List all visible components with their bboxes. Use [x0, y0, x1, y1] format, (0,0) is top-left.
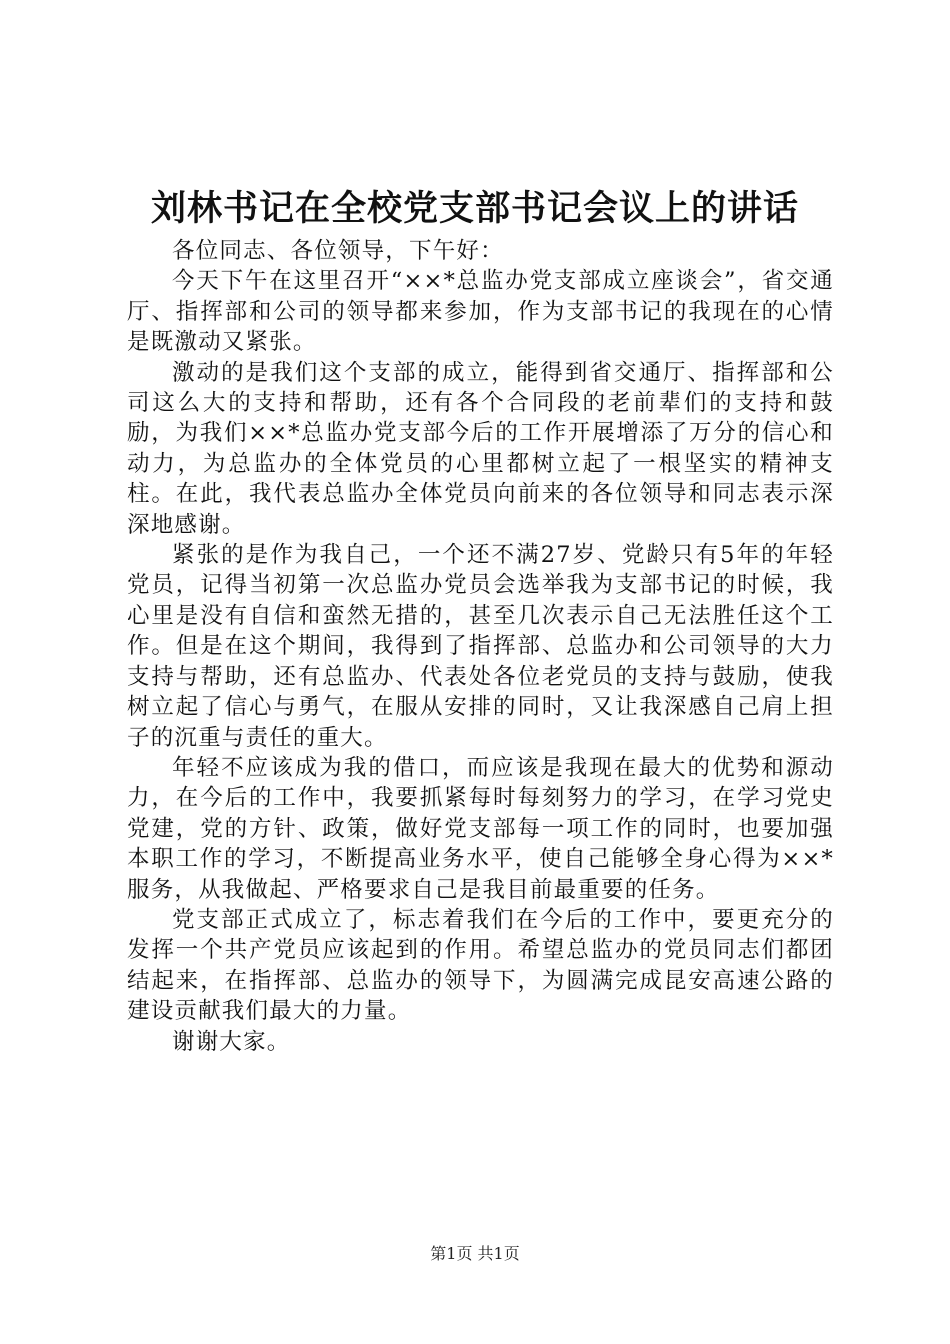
paragraph-closing: 谢谢大家。	[172, 1028, 291, 1055]
paragraph: 党支部正式成立了，标志着我们在今后的工作中，要更充分的发挥一个共产党员应该起到的作用。希望总监办的党员同志们都团结起来，在指挥部、总监办的领导下，为圆满完成昆安高速公路的建设贡献我们最大的力量。	[127, 906, 834, 1025]
document-title: 刘林书记在全校党支部书记会议上的讲话	[150, 188, 799, 229]
paragraph: 激动的是我们这个支部的成立，能得到省交通厅、指挥部和公司这么大的支持和帮助，还有各个合同段的老前辈们的支持和鼓励，为我们××*总监办党支部今后的工作开展增添了万分的信心和动力，为总监办的全体党员的心里都树立起了一根坚实的精神支柱。在此，我代表总监办全体党员向前来的各位领导和同志表示深深地感谢。	[127, 359, 834, 538]
page-footer: 第1页 共1页	[430, 1244, 520, 1263]
paragraph: 紧张的是作为我自己，一个还不满27岁、党龄只有5年的年轻党员，记得当初第一次总监办党员会选举我为支部书记的时候，我心里是没有自信和蛮然无措的，甚至几次表示自己无法胜任这个工作。但是在这个期间，我得到了指挥部、总监办和公司领导的大力支持与帮助，还有总监办、代表处各位老党员的支持与鼓励，使我树立起了信心与勇气，在服从安排的同时，又让我深感自己肩上担子的沉重与责任的重大。	[127, 542, 834, 751]
paragraph: 年轻不应该成为我的借口，而应该是我现在最大的优势和源动力，在今后的工作中，我要抓紧每时每刻努力的学习，在学习党史党建，党的方针、政策，做好党支部每一项工作的同时，也要加强本职工作的学习，不断提高业务水平，使自己能够全身心得为××*服务，从我做起、严格要求自己是我目前最重要的任务。	[127, 754, 834, 903]
document-body	[127, 236, 834, 1057]
paragraph-greeting: 各位同志、各位领导，下午好：	[172, 238, 504, 264]
paragraph: 今天下午在这里召开“××*总监办党支部成立座谈会”，省交通厅、指挥部和公司的领导都来参加，作为支部书记的我现在的心情是既激动又紧张。	[127, 268, 834, 356]
